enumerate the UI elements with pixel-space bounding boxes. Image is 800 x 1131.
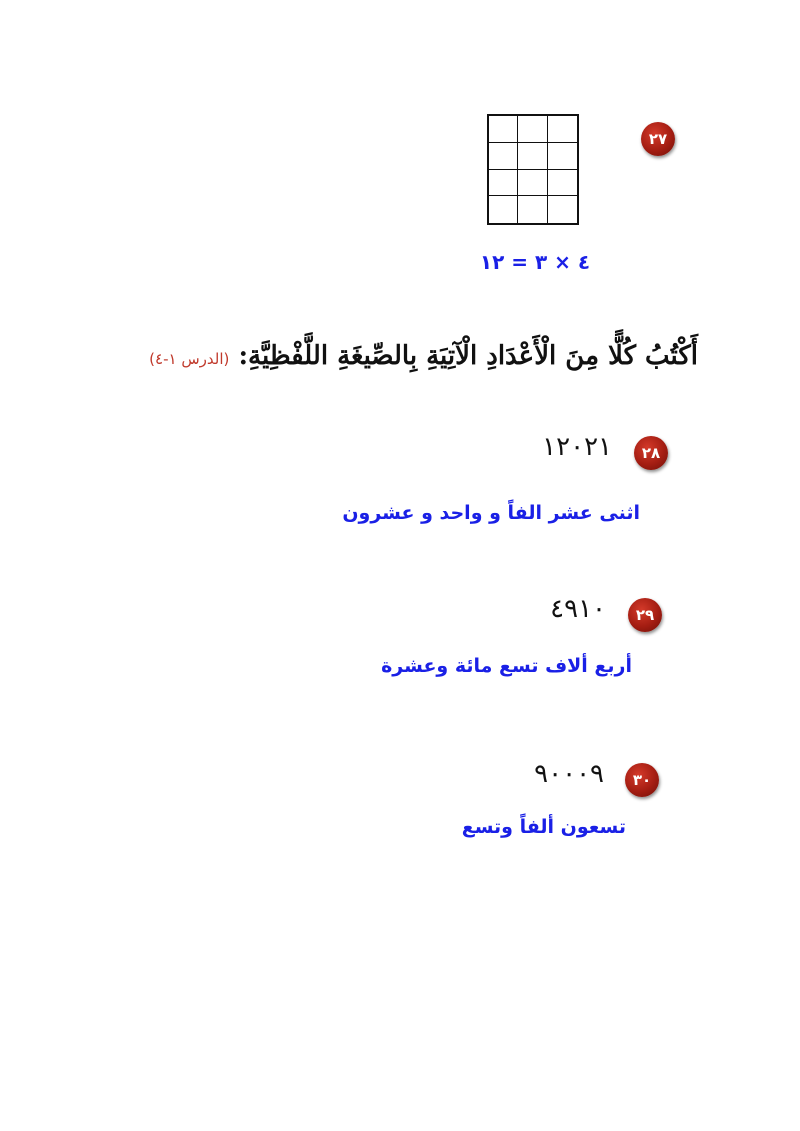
grid-cell — [489, 116, 518, 143]
exercise-28-answer: اثنى عشر الفاً و واحد و عشرون — [342, 502, 640, 524]
exercise-28-value: ١٢٠٢١ — [542, 432, 612, 462]
grid-cell — [548, 196, 577, 223]
grid-cell — [518, 143, 547, 170]
grid-cell — [518, 170, 547, 197]
exercise-27-number: ٢٧ — [648, 129, 668, 148]
grid-cell — [548, 143, 577, 170]
grid-cell — [489, 143, 518, 170]
exercise-29-answer: أربع ألاف تسع مائة وعشرة — [381, 655, 632, 677]
exercise-29-value: ٤٩١٠ — [550, 594, 606, 624]
grid-cell — [548, 170, 577, 197]
multiplication-grid — [487, 114, 579, 225]
exercise-30-answer: تسعون ألفاً وتسع — [461, 816, 626, 838]
exercise-29-number: ٢٩ — [635, 605, 655, 624]
grid-cell — [489, 196, 518, 223]
grid-cell — [518, 116, 547, 143]
grid-cell — [548, 116, 577, 143]
exercise-27-badge — [641, 122, 675, 156]
exercise-28-number: ٢٨ — [641, 443, 661, 462]
lesson-reference: (الدرس ١-٤) — [149, 350, 230, 368]
exercise-30-badge — [625, 763, 659, 797]
exercise-28-badge — [634, 436, 668, 470]
section-heading — [149, 336, 698, 379]
equation-text: ٤ × ٣ = ١٢ — [479, 250, 591, 274]
exercise-30-number: ٣٠ — [632, 770, 652, 789]
exercise-27-equation — [470, 250, 600, 274]
grid-cell — [518, 196, 547, 223]
grid-cell — [489, 170, 518, 197]
exercise-30-value: ٩٠٠٠٩ — [534, 759, 604, 789]
heading-text: أَكْتُبُ كُلًّا مِنَ الْأَعْدَادِ الْآتِيَةِ بِالصِّيغَةِ اللَّفْظِيَّةِ: — [238, 341, 698, 371]
exercise-29-badge — [628, 598, 662, 632]
